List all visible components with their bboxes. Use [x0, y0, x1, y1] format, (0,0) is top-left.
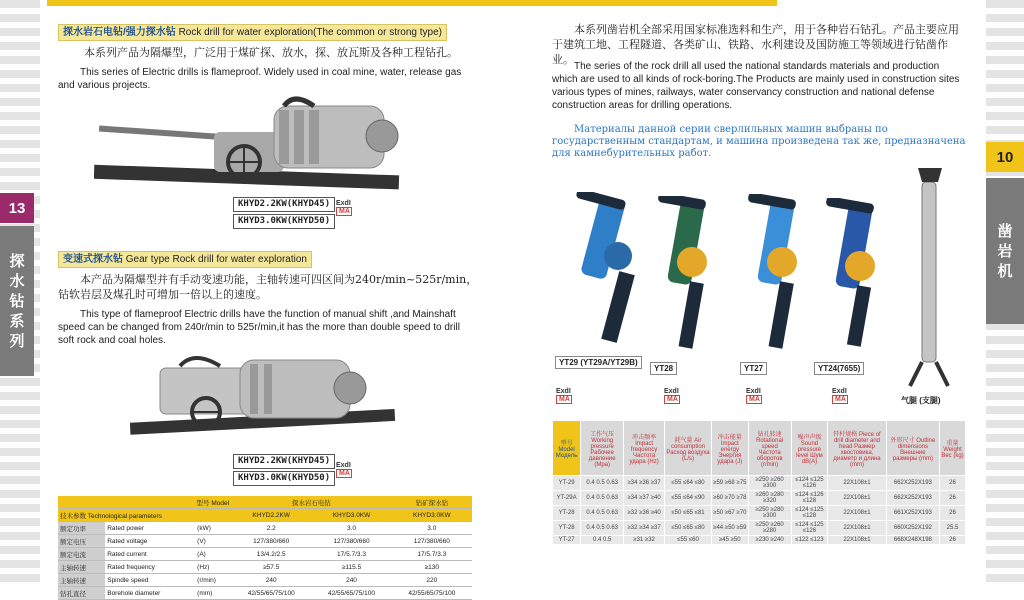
- cell: ≤55 ≤64 ≤90: [665, 491, 712, 506]
- cell: ≥250 ≥260 ≥300: [748, 476, 791, 491]
- cell: 26: [940, 476, 966, 491]
- cell: 26: [940, 536, 966, 545]
- cell: 额定电流: [58, 548, 105, 561]
- section1-model-2: KHYD3.0KW(KHYD50): [233, 214, 335, 229]
- table-row: [553, 536, 966, 545]
- cell: ≤124 ≤125 ≤128: [791, 506, 828, 521]
- table-group-1: 探水岩石电钻: [231, 496, 392, 509]
- yt29-drill-image: [570, 192, 660, 352]
- col-header: 钎杆规格 Piece of drill diameter and head Размер хвостовика, диаметр и длина (mm): [828, 421, 886, 476]
- table-group-2: 钻矿探水钻: [392, 496, 472, 509]
- section1-header: [58, 24, 447, 41]
- side-char: 探: [9, 252, 25, 270]
- cell: ≥34 ≥36 ≥37: [624, 476, 665, 491]
- right-en-text: The series of the rock drill all used the national standards materials and production which are used to all kinds of rock-boring.The Products are mainly used in construction sites various types of mines, railways, water conservancy construction and national defense construction areas for drilling operations.: [552, 61, 960, 111]
- cell: ≥32 ≥34 ≥37: [624, 521, 665, 536]
- cell: ≤124 ≤125 ≤126: [791, 476, 828, 491]
- cell: 22X108±1: [828, 521, 886, 536]
- col-header: 耗气量 Air consumption Расход воздуха (L/s): [665, 421, 712, 476]
- cell: ≥250 ≥280 ≥300: [748, 506, 791, 521]
- cell: ≤50 ≤65 ≤80: [665, 521, 712, 536]
- cell: 13/4.2/2.5: [231, 548, 311, 561]
- col-header: 噪声声级 Sound pressure level Шум dB(A): [791, 421, 828, 476]
- cert-label: ExdI: [664, 388, 679, 395]
- cell: ≥32 ≥36 ≥40: [624, 506, 665, 521]
- ma-mark-icon: MA: [556, 395, 572, 404]
- cert-label: ExdI: [336, 462, 351, 469]
- cell: 0.4 0.5 0.63: [581, 491, 624, 506]
- cell: 42/55/65/75/100: [311, 587, 391, 600]
- cell: (kW): [195, 522, 231, 535]
- cell: ≥44 ≥50 ≥59: [712, 521, 749, 536]
- table-col-header: KHYD3.0KW: [392, 509, 472, 522]
- right-ru-text: Материалы данной серии сверлильных машин выбраны по государственным стандартам, и машина произведена так же, предназначена для камнебурительных работ.: [552, 124, 966, 159]
- cell: ≥31 ≥32: [624, 536, 665, 545]
- cell: ≥60 ≥70 ≥78: [712, 491, 749, 506]
- cell: 26: [940, 491, 966, 506]
- table-col-header: KHYD2.2KW: [231, 509, 311, 522]
- cell: 240: [231, 574, 311, 587]
- section2-model-1: KHYD2.2KW(KHYD45): [233, 454, 335, 469]
- table-row: [58, 587, 472, 600]
- section1-header-en: Rock drill for water exploration(The common or strong type): [178, 27, 442, 38]
- section1-header-zh: 探水岩石电钻/强力探水钻: [63, 27, 176, 38]
- cell: ≥250 ≥260 ≥280: [748, 521, 791, 536]
- cell: 额定功率: [58, 522, 105, 535]
- cell: 240: [311, 574, 391, 587]
- cell: (V): [195, 535, 231, 548]
- cell: 42/55/65/75/100: [392, 587, 472, 600]
- table-col-header: KHYD3.0KW: [311, 509, 391, 522]
- cell: ≤122 ≤123: [791, 536, 828, 545]
- cell: Borehole diameter: [105, 587, 195, 600]
- cell: 17/5.7/3.3: [311, 548, 391, 561]
- table-row: [58, 535, 472, 548]
- section1-model-1: KHYD2.2KW(KHYD45): [233, 197, 335, 212]
- cell: YT-29A: [553, 491, 581, 506]
- cell: Spindle speed: [105, 574, 195, 587]
- cell: 0.4 0.5 0.63: [581, 476, 624, 491]
- cell: Rated voltage: [105, 535, 195, 548]
- cell: 3.0: [311, 522, 391, 535]
- cell: Rated frequency: [105, 561, 195, 574]
- cell: ≥59 ≥68 ≥75: [712, 476, 749, 491]
- cell: 22X108±1: [828, 536, 886, 545]
- cell: 额定电压: [58, 535, 105, 548]
- cell: YT-28: [553, 521, 581, 536]
- cell: 660X252X192: [886, 521, 939, 536]
- cell: 127/380/660: [392, 535, 472, 548]
- cell: YT-27: [553, 536, 581, 545]
- side-char: 岩: [997, 242, 1013, 260]
- cell: ≥45 ≥50: [712, 536, 749, 545]
- cell: ≤55 ≤60: [665, 536, 712, 545]
- section2-en-text: This type of flameproof Electric drills have the function of manual shift ,and Mainshaft speed can be changed from 240r/min to 525r/min,it has the more than double speed to drill soft rock and coal holes.: [58, 309, 460, 346]
- table-header-row: [553, 421, 966, 476]
- cell: 22X108±1: [828, 476, 886, 491]
- cell: (A): [195, 548, 231, 561]
- left-side-label: [0, 226, 34, 376]
- electric-drill-image: [94, 92, 404, 202]
- top-accent-bar: [47, 0, 777, 6]
- cell: ≥57.5: [231, 561, 311, 574]
- section2-zh-text: 本产品为隔爆型并有手动变速功能，主轴转速可四区间为240r/min~525r/min，钻软岩层及煤孔时可增加一倍以上的速度。: [58, 273, 478, 301]
- cell: ≤124 ≤126 ≤128: [791, 491, 828, 506]
- yt28-cert: [664, 388, 680, 404]
- cell: (Hz): [195, 561, 231, 574]
- yt24-drill-image: [818, 198, 898, 358]
- drill-label-yt28: YT28: [650, 362, 677, 375]
- cell: (r/min): [195, 574, 231, 587]
- col-header: 冲击能量 Impact energy Энергия удара (J): [712, 421, 749, 476]
- yt29-cert: [556, 388, 572, 404]
- cell: Rated power: [105, 522, 195, 535]
- cell: 26: [940, 506, 966, 521]
- table-row: [553, 476, 966, 491]
- cell: 661X252X193: [886, 506, 939, 521]
- ma-mark-icon: MA: [832, 395, 848, 404]
- cell: 220: [392, 574, 472, 587]
- cert-label: ExdI: [336, 200, 351, 207]
- side-char: 系: [9, 312, 25, 330]
- cell: 22X108±1: [828, 506, 886, 521]
- table-row: [553, 506, 966, 521]
- cell: 0.4 0.5 0.63: [581, 521, 624, 536]
- right-spec-table: [552, 420, 966, 545]
- cell: ≥130: [392, 561, 472, 574]
- cell: 42/55/65/75/100: [231, 587, 311, 600]
- section2-header-en: Gear type Rock drill for water exploration: [125, 254, 307, 265]
- cell: 668X248X198: [886, 536, 939, 545]
- cell: 17/5.7/3.3: [392, 548, 472, 561]
- cell: 0.4 0.5: [581, 536, 624, 545]
- left-page-number: 13: [0, 193, 34, 223]
- table-row: [58, 561, 472, 574]
- side-char: 机: [997, 262, 1013, 280]
- right-side-label: [986, 178, 1024, 324]
- ma-mark-icon: MA: [746, 395, 762, 404]
- cell: 662X252X193: [886, 491, 939, 506]
- drill-label-yt27: YT27: [740, 362, 767, 375]
- ma-mark-icon: MA: [664, 395, 680, 404]
- cell: (mm): [195, 587, 231, 600]
- cell: ≤55 ≤64 ≤80: [665, 476, 712, 491]
- col-header: 外形尺寸 Outline dimensions Внешние размеры (mm): [886, 421, 939, 476]
- section2-header-zh: 变速式探水钻: [63, 254, 123, 265]
- side-char: 钻: [9, 292, 25, 310]
- right-zh-text: 本系列凿岩机全部采用国家标准选料和生产，用于各种岩石钻孔。产品主要应用于建筑工地、工程隧道、各类矿山、铁路、水利建设及国防施工等领域进行钻凿作业。: [552, 23, 959, 66]
- table-row: [58, 548, 472, 561]
- yt28-drill-image: [650, 196, 730, 356]
- ma-mark-icon: MA: [336, 207, 352, 216]
- table-row: [553, 521, 966, 536]
- left-spec-table: [58, 496, 472, 600]
- cell: ≥34 ≥37 ≥40: [624, 491, 665, 506]
- cert-label: ExdI: [746, 388, 761, 395]
- table-row: [58, 574, 472, 587]
- col-header: 工作气压 Working pressure Рабочее давление (Mpa): [581, 421, 624, 476]
- section2-model-2: KHYD3.0KW(KHYD50): [233, 471, 335, 486]
- cell: 钻孔直径: [58, 587, 105, 600]
- table-param-header: 技术参数 Technological parameters: [58, 509, 231, 522]
- drill-label-yt24: YT24(7655): [814, 362, 864, 375]
- col-header: 型号 Model Модель: [553, 421, 581, 476]
- cell: 2.2: [231, 522, 311, 535]
- air-leg-image: [908, 162, 952, 392]
- cert-label: ExdI: [832, 388, 847, 395]
- cell: 0.4 0.5 0.63: [581, 506, 624, 521]
- cell: YT-28: [553, 506, 581, 521]
- cell: ≤50 ≤65 ≤81: [665, 506, 712, 521]
- cert-label: ExdI: [556, 388, 571, 395]
- col-header: 钻孔转速 Rotational speed Частота оборотов (r/min): [748, 421, 791, 476]
- section1-cert: [336, 200, 352, 216]
- cell: 主轴转速: [58, 574, 105, 587]
- cell: YT-29: [553, 476, 581, 491]
- cell: ≤124 ≤125 ≤126: [791, 521, 828, 536]
- section1-zh-text: 本系列产品为隔爆型，广泛用于煤矿探、放水，探、放瓦斯及各种工程钻孔。: [84, 46, 458, 59]
- yt27-drill-image: [740, 194, 820, 354]
- section1-en-text: This series of Electric drills is flameproof. Widely used in coal mine, water, release gas and various projects.: [58, 67, 462, 91]
- table-row: [58, 522, 472, 535]
- cell: ≥230 ≥240: [748, 536, 791, 545]
- cell: 25.5: [940, 521, 966, 536]
- cell: 127/380/660: [311, 535, 391, 548]
- col-header: 冲击频率 Impact frequency Частота удара (Hz): [624, 421, 665, 476]
- side-char: 凿: [997, 222, 1013, 240]
- cell: 22X108±1: [828, 491, 886, 506]
- cell: ≥260 ≥280 ≥320: [748, 491, 791, 506]
- cell: 662X252X193: [886, 476, 939, 491]
- ma-mark-icon: MA: [336, 469, 352, 478]
- side-char: 列: [9, 332, 25, 350]
- table-row: [553, 491, 966, 506]
- section2-cert: [336, 462, 352, 478]
- side-char: 水: [9, 272, 25, 290]
- cell: ≥115.5: [311, 561, 391, 574]
- table-model-header: 型号 Model: [58, 496, 231, 509]
- cell: Rated current: [105, 548, 195, 561]
- cell: 3.0: [392, 522, 472, 535]
- cell: 127/380/660: [231, 535, 311, 548]
- drill-label-yt29: YT29 (YT29A/YT29B): [555, 356, 642, 369]
- cell: 主轴转速: [58, 561, 105, 574]
- cell: ≥50 ≥67 ≥70: [712, 506, 749, 521]
- yt27-cert: [746, 388, 762, 404]
- yt24-cert: [832, 388, 848, 404]
- drill-label-airleg: 气腿 (支腿): [898, 394, 944, 407]
- gear-drill-image: [130, 340, 400, 450]
- col-header: 重量 Weight Вес (kg): [940, 421, 966, 476]
- right-page-number: 10: [986, 142, 1024, 172]
- section2-header: [58, 251, 312, 268]
